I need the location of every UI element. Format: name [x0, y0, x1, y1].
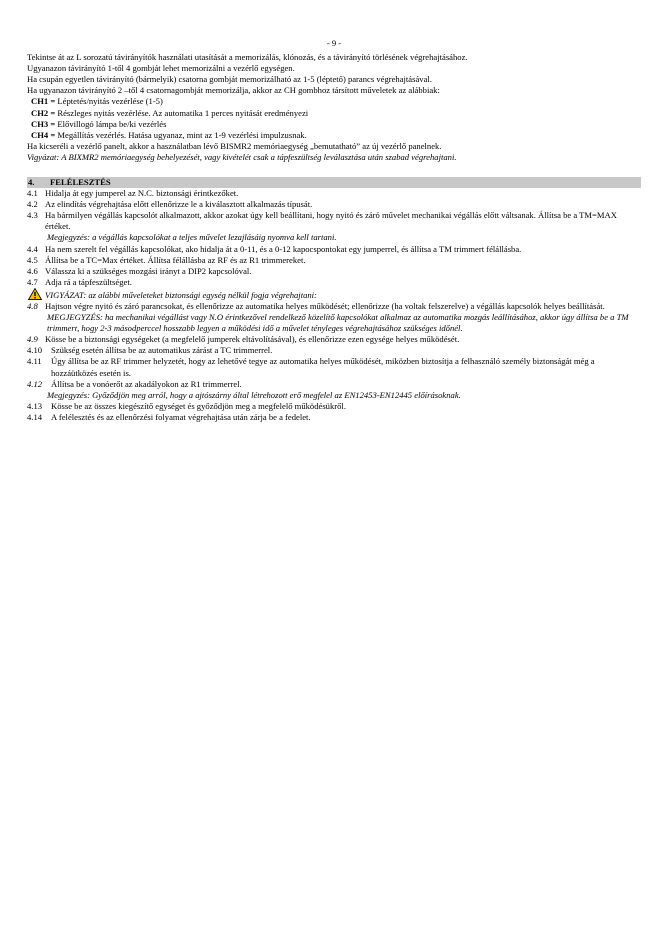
channel-key: CH2 =: [31, 107, 56, 118]
step-text: Állítsa be a vonóerőt az akadályokon az R1 trimmerrel.: [51, 378, 242, 389]
step-number: 4.4: [27, 243, 38, 254]
channel-key: CH4 =: [31, 129, 56, 140]
step-item: [27, 401, 641, 412]
step-text: Válassza ki a szükséges mozgási irányt a DIP2 kapcsolóval.: [45, 265, 252, 276]
vigyazat-line: [27, 288, 641, 301]
channel-desc: Elővillogó lámpa be/ki vezérlés: [55, 118, 167, 129]
note-4-8: MEGJEGYZÉS: ha mechanikai végállást vagy N.O érintkezővel rendelkező közelítő kapcsolókat alkalmaz az automatika mozgás leállításához, akkor úgy állítsa be a TM trimmert, hogy 2-3 másodperccel hosszabb legyen a működési idő a művelet tényleges végrehajtásához szükséges időnél.: [47, 312, 629, 334]
channel-key: CH3 =: [31, 118, 56, 129]
step-text: Hidalja át egy jumperel az N.C. biztonsági érintkezőket.: [45, 188, 239, 199]
step-item: [27, 345, 641, 356]
step-item: [27, 412, 641, 423]
step-item: [27, 356, 641, 378]
step-number: 4.1: [27, 188, 38, 199]
step-item: [27, 379, 641, 390]
step-text: Ha bármilyen végállás kapcsolót alkalmazott, akkor azokat úgy kell beállítani, hogy nyitó és záró művelet mechanikai végállás előtt váltsanak. Állítsa be a TM=MAX értéket.: [45, 210, 617, 232]
step-text: A felélesztés és az ellenőrzési folyamat végrehajtása után zárja be a fedelet.: [51, 411, 311, 422]
step-number: 4.9: [27, 334, 38, 345]
step-number: 4.5: [27, 254, 38, 265]
channel-desc: Megállítás vezérlés. Hatása ugyanaz, mint az 1-9 vezérlési impulzusnak.: [55, 129, 307, 140]
step-number: 4.3: [27, 210, 38, 221]
channel-4: [27, 130, 641, 141]
step-number: 4.12: [27, 378, 43, 389]
step-item: [27, 255, 641, 266]
warning-note: Vigyázat: A BIXMR2 memóriaegység behelyezését, vagy kivételét csak a tápfeszültség leválasztása után szabad végrehajtani.: [27, 151, 457, 162]
channel-1: [27, 96, 641, 107]
step-item: [27, 199, 641, 210]
step-text: Kösse be a biztonsági egységeket (a megfelelő jumperek eltávolításával), és ellenőrizze ezen egysége helyes működését.: [45, 334, 460, 345]
step-text: Az elindítás végrehajtása előtt ellenőrizze le a kiválasztott alkalmazás típusát.: [45, 199, 313, 210]
channel-desc: Részleges nyitás vezérlése. Az automatika 1 perces nyitását eredményezi: [55, 107, 309, 118]
step-text: Állítsa be a TC=Max értéket. Állítsa félállásba az RF és az R1 trimmereket.: [45, 254, 306, 265]
note-4-12: Megjegyzés: Győződjön meg arról, hogy a ajtószárny által létrehozott erő megfelel az EN12453-EN12445 előírásoknak.: [47, 389, 461, 400]
channel-2: [27, 108, 641, 119]
step-text: Hajtson végre nyitó és záró parancsokat, és ellenőrizze az automatika helyes működését; ellenőrizze (ha voltak felszerelve) a végállás kapcsolók helyes beállítását.: [45, 300, 605, 311]
step-item: [27, 334, 641, 345]
step-number: 4.6: [27, 265, 38, 276]
warning-icon: [27, 288, 43, 300]
step-number: 4.14: [27, 411, 43, 422]
step-number: 4.8: [27, 300, 38, 311]
step-text: Adja rá a tápfeszültséget.: [45, 276, 132, 287]
page-number: - 9 -: [326, 38, 342, 48]
intro-line-4: Ha ugyanazon távirányító 2 –től 4 csatornagombját memorizálja, akkor az CH gombhoz társított műveletek az alábbiak:: [27, 85, 440, 96]
step-text: Kösse be az összes kiegészítő egységet és győződjön meg a megfelelő működésükről.: [51, 400, 346, 411]
step-number: 4.11: [27, 356, 42, 367]
step-text: Szükség esetén állítsa be az automatikus zárást a TC trimmerrel.: [51, 345, 273, 356]
step-number: 4.13: [27, 400, 43, 411]
channel-key: CH1 =: [31, 96, 56, 107]
document-page: [27, 38, 641, 423]
section-number: 4.: [28, 177, 35, 188]
channel-3: [27, 119, 641, 130]
step-item: [27, 266, 641, 277]
intro-line-1: Tekintse át az L sorozatú távirányítók használati utasítását a memorizálás, klónozás, és a távirányító törlésének végrehajtásához.: [27, 52, 468, 63]
step-text: Ha nem szerelt fel végállás kapcsolókat, ako hidalja át a 0-11, és a 0-12 kapocspontokat egy jumperrel, és állítsa a TM trimmert félállásba.: [45, 243, 522, 254]
section-header: [27, 177, 641, 188]
step-number: 4.2: [27, 199, 38, 210]
channel-desc: Léptetés/nyitás vezérlése (1-5): [55, 96, 163, 107]
replace-note: Ha kicseréli a vezérlő panelt, akkor a használatban lévő BISMR2 memóriaegység „bemutatható” az új vezérlő panelnek.: [27, 140, 442, 151]
step-number: 4.7: [27, 276, 38, 287]
step-item: [27, 301, 641, 312]
vigyazat-text: VIGYÁZAT: az alábbi műveleteket biztonsági egység nélkül fogja végrehajtani:: [45, 289, 317, 300]
section-title: FELÉLESZTÉS: [50, 177, 111, 188]
step-item: [27, 188, 641, 199]
intro-line-3: Ha csupán egyetlen távirányító (bármelyik) csatorna gombját memorizálható az 1-5 (léptető) parancs végrehajtásával.: [27, 74, 432, 85]
step-text: Úgy állítsa be az RF trimmer helyzetét, hogy az lehetővé tegye az automatika helyes működését, miközben biztosítja a felhasználó személy biztonságát még a hozzáütközés esetén is.: [51, 356, 595, 378]
step-number: 4.10: [27, 345, 43, 356]
note-4-3: Megjegyzés: a végállás kapcsolókat a teljes művelet lezajlásáig nyomva kell tartani.: [47, 232, 337, 243]
step-item: [27, 244, 641, 255]
intro-line-2: Ugyanazon távirányító 1-től 4 gombját lehet memorizálni a vezérlő egységen.: [27, 63, 295, 74]
step-item: [27, 277, 641, 288]
step-item: [27, 210, 641, 232]
